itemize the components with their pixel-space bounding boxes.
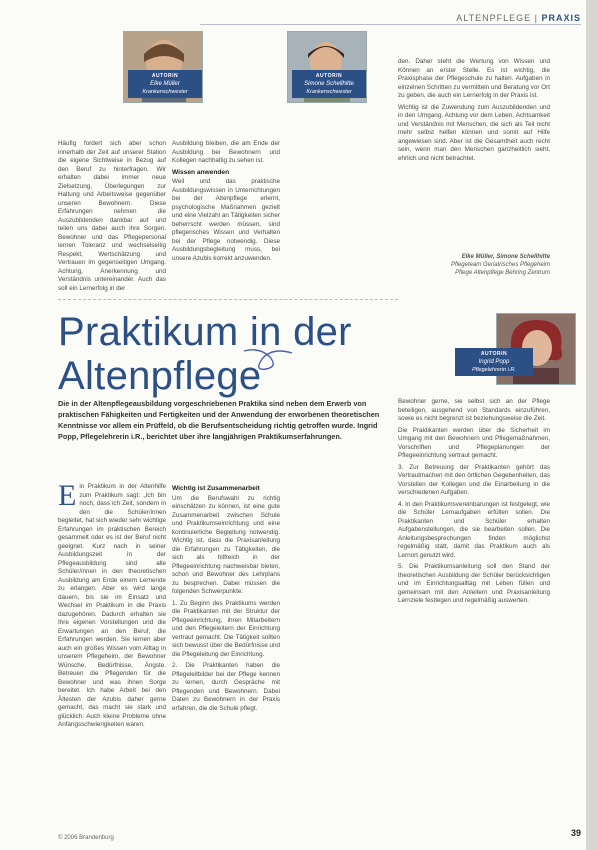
header-section: ALTENPFLEGE: [456, 13, 532, 23]
body-paragraph: Ausbildung bleiben, die am Ende der Ausbildung bei Bewohnern und Kollegen nachhaltig zu sehen ist.: [172, 140, 280, 164]
body-paragraph: den. Daher steht die Wertung von Wissen und Können an erster Stelle. Es ist wichtig, die Praxisphase der Pflegeschule zu halten. Aufgaben in einzelnen Schritten zu vermitteln und Beratung vor Ort zu geben, die auch ein Lernerfolg in der Praxis ist.: [398, 58, 550, 99]
body-paragraph: Weil und das praktische Ausbildungswissen in Unterrichtungen bei der Altenpflege erlernt, psychologische Maßnahmen gezielt und eine Vielzahl an Tätigkeiten sicher beherrscht werden müssen, sind pflegerisches Wissen und Verhalten bei der Pflege notwendig. Diese Ausbildungsbegleitung muss, bei unsere Azubis korrekt anzuwenden.: [172, 178, 280, 262]
author-role: AUTORIN: [480, 351, 508, 357]
body-paragraph: 2. Die Praktikanten haben die Pflegeleitbilder bei der Pflege kennen zu lernen, durch Gespräche mit Pflegenden und Bewohnern. Dabei Daten zu Bewohnern in der Praxis erfahren, die die Schule pflegt.: [172, 662, 280, 712]
section-divider: [58, 299, 398, 300]
author-title: Krankenschwester: [306, 89, 352, 95]
body-paragraph: Häufig fordert sich aber schon innerhalb der Zeit auf unserer Station die eigene Sichtweise in Bezug auf den Beruf zu hinterfragen. Wir erhalten dabei immer neue Zielsetzung, Überlegungen zur Haltung und Arbeitsweise gegenüber unseren Bewohnern. Diese Erfahrungen nehmen die Auszubildenden dankbar auf und teilen uns dabei auch ihre Sorgen. Bewohner und das Pflegepersonal lernen Toleranz und wechselseitig Respekt, Wertschätzung und Vertrauen im gegenseitigen Umgang. Achtung, Anerkennung und Verständnis untereinander. Auch das soll ein Lernerfolg in der: [58, 140, 166, 292]
author-signature: [398, 253, 550, 277]
author-title: Pflegelehrerin i.R.: [472, 367, 516, 373]
body-paragraph: Wichtig ist die Zuwendung zum Auszubildenden und in den Umgang, Achtung vor dem Leben, Achtsamkeit und Verständnis mit Menschen, die sich als Teil nicht mehr selbst helfen können und somit auf Hilfe angewiesen sind. Aber ist die Gesamtheit auch recht sein, wenn man den Menschen ganzheitlich sieht, ehrlich und nicht betrachtet.: [398, 103, 550, 162]
footer-copyright: © 2006 Brandenburg: [58, 835, 114, 841]
author-role: AUTORIN: [315, 73, 343, 79]
page-edge: [586, 0, 597, 850]
author-title: Krankenschwester: [142, 89, 188, 95]
author-caption-1: [128, 70, 202, 98]
author-caption-2: [292, 70, 366, 98]
body-paragraph: Die Praktikanten werden über die Sicherheit im Umgang mit den Bewohnern und Pflegemaßnahmen, Vorschriften und Pflegeplanungen der Pflegeeinrichtung vertraut gemacht.: [398, 426, 550, 459]
body-paragraph: Um die Berufswahl zu richtig einschätzen zu können, ist eine gute Zusammenarbeit zwischen Schule und Praktikumseinrichtung und eine kontinuierliche Begleitung notwendig. Wichtig ist, dass die Praxisanleitung die Erfahrungen zu Tätigkeiten, die sich als hilfreich in der Pflegeeinrichtung nachweisbar bieten, schon und Bewohner des Lehrplans zu besprechen. Dabei müssen die folgenden Schwerpunkte:: [172, 494, 280, 595]
signature-names: Elke Müller, Simone Schellhitte: [461, 254, 550, 260]
author-name: Ingrid Popp: [478, 359, 510, 365]
signature-line: Pflege Altenpflege Behring Zentrum: [455, 270, 550, 276]
page-header: [456, 13, 581, 23]
article-lead: Die in der Altenpflegeausbildung vorgeschriebenen Praktika sind neben dem Erwerb von praktischen Fähigkeiten und Fertigkeiten und der Anwendung der erworbenen theoretischen Kenntnisse vor allem ein Prüffeld, ob die Berufsentscheidung richtig getroffen wurde. Ingrid Popp, Pflegelehrerin i.R., berichtet über ihre langjährigen Praktikumserfahrungen.: [58, 399, 380, 441]
signature-line: Pflegeteam Geriatrisches Pflegeheim: [450, 262, 550, 268]
body-paragraph: 1. Zu Beginn des Praktikums werden die Praktikanten mit der Struktur der Pflegeeinrichtung, ihren Mitarbeitern und den Pflegeleitern der Einrichtung vertraut gemacht. Die Tätigkeit sollten sich bewusst über die Bedürfnisse und die Pflegeleitung der Einrichtung.: [172, 599, 280, 658]
author-caption-main: [455, 348, 533, 376]
subheading: Wichtig ist Zusammenarbeit: [172, 485, 260, 492]
subheading: Wissen anwenden: [172, 168, 230, 176]
body-column-3: [398, 398, 550, 609]
headline-line-2: Altenpflege: [58, 354, 262, 398]
headline-line-1: Praktikum in der: [58, 310, 352, 354]
body-paragraph: 3. Zur Betreuung der Praktikanten gehört das Vertrautmachen mit den örtlichen Gegebenheiten, das Vorstellen der Kollegen und die Einarbeitung in die verschiedenen Aufgaben.: [398, 463, 550, 496]
body-column-2: [172, 483, 280, 716]
author-name: Elke Müller: [150, 81, 180, 87]
header-separator: |: [534, 13, 538, 23]
top-column-1: [58, 140, 166, 296]
body-paragraph: 5. Die Praktikumsanleitung soll den Stand der theoretischen Ausbildung der Schüler berücksichtigen und im Einrichtungsalltag mit Leben füllen und gemeinsam mit den Anleitern und Praxisanleitung Lernziele festlegen und regelmäßig auswerten.: [398, 563, 550, 604]
body-paragraph: Bewohner gerne, sie selbst sich an der Pflege beteiligen, ausgehend von Standards einzuführen, sowie es nicht begrenzt ist beziehungsweise die Zeit.: [398, 398, 550, 422]
author-role: AUTORIN: [151, 73, 179, 79]
header-category: PRAXIS: [541, 13, 581, 23]
body-paragraph: 4. In den Praktikumsvereinbarungen ist festgelegt, wie die Schüler Lernaufgaben erfüllen sollen. Die Praktikanten und Schüler erhalten Aufgabenstellungen, die sie bearbeiten sollen. Die Anleitungsbesprechungen finden möglichst regelmäßig statt, damit das Praktikum auch als Lernort genutzt wird.: [398, 500, 550, 559]
author-name: Simone Schellhitte: [304, 81, 354, 87]
body-paragraph: [58, 479, 166, 730]
page-number: 39: [570, 828, 581, 838]
body-column-1: [58, 479, 166, 733]
header-rule: [200, 24, 581, 25]
top-column-2: [172, 140, 280, 266]
top-column-3: [398, 58, 550, 166]
drop-cap: E: [58, 479, 77, 512]
article-headline: [58, 310, 352, 398]
body-paragraph-text: in Praktikum in der Altenhilfe zum Praktikum sagt: „Ich bin noch, dass ich Zeit, sondern in den die Schüler/innen begleitet, hat sich wieder sehr wichtige Erfahrungen im praktischen Bereich gesammelt oder es ist der Beruf nicht geeignet. Kurz nach in seiner Ausbildungszeit in der Pflegeausbildung sind alle Schüler/innen in den theoretischen Ausbildung am Ende einem Lernende zu erlangen. Aber es wird lange dauern, bis sie im Einsatz und Wechsel im Praktikum in die Praxis dazugehören. Dadurch erhalten sie Ihre eigenen Vorstellungen und die Erwartungen an den Beruf, die Erfahrungen werden. Sie lernen aber auch ein großes Wissen vom Alltag in unserem Pflegeheim, der Bewohner Wünsche, Bedürfnisse, Ängste. Betreuen die Pflegenden für die Bewohner und was ihnen Sorge bereitet. Ich habe Arbeit bei den Ältesten der Azubis daher gerne gemacht, das macht sie stark und glücklich. Auch kleine Probleme ohne Anfangsschwierigkeiten waren.: [58, 483, 166, 728]
handwritten-mark: [240, 345, 300, 375]
